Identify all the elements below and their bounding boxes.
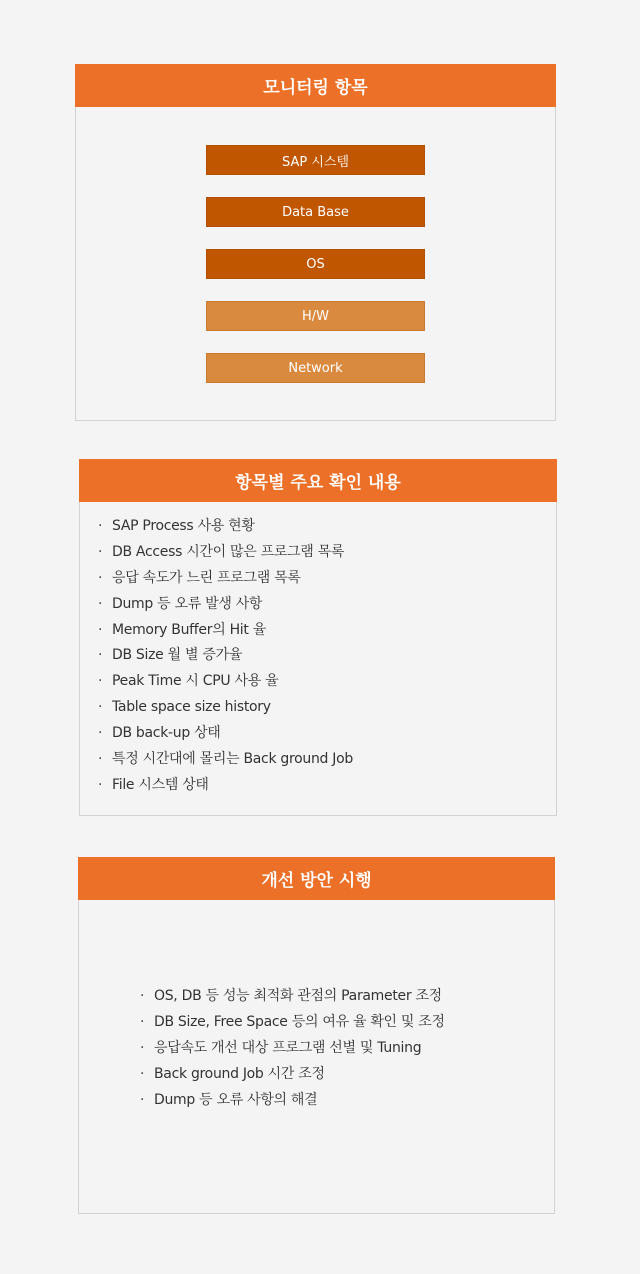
list-item: · Dump 등 오류 발생 사항 xyxy=(98,592,353,618)
list-item: · 응답속도 개선 대상 프로그램 선별 및 Tuning xyxy=(140,1036,445,1062)
bullet-icon: · xyxy=(98,776,103,793)
list-item: · DB back-up 상태 xyxy=(98,721,353,747)
monitoring-items xyxy=(206,145,425,405)
list-item: · Memory Buffer의 Hit 율 xyxy=(98,618,353,644)
monitoring-title: 모니터링 항목 xyxy=(75,64,556,107)
bullet-icon: · xyxy=(140,1013,145,1030)
bullet-icon: · xyxy=(98,621,103,638)
list-item: · Peak Time 시 CPU 사용 율 xyxy=(98,669,353,695)
bullet-icon: · xyxy=(98,673,103,690)
bullet-icon: · xyxy=(140,1039,145,1056)
bullet-icon: · xyxy=(98,543,103,560)
monitoring-item-database: Data Base xyxy=(206,197,425,227)
list-item: · 응답 속도가 느린 프로그램 목록 xyxy=(98,566,353,592)
list-item: · File 시스템 상태 xyxy=(98,773,353,799)
check-list xyxy=(98,514,353,799)
improve-panel xyxy=(78,857,555,1214)
bullet-icon: · xyxy=(98,725,103,742)
list-item: · SAP Process 사용 현황 xyxy=(98,514,353,540)
bullet-icon: · xyxy=(140,1091,145,1108)
list-item: · DB Size 월 별 증가율 xyxy=(98,643,353,669)
bullet-icon: · xyxy=(98,518,103,534)
improve-title: 개선 방안 시행 xyxy=(78,857,555,900)
monitoring-item-os: OS xyxy=(206,249,425,279)
improve-list xyxy=(140,984,445,1113)
bullet-icon: · xyxy=(98,647,103,664)
monitoring-item-network: Network xyxy=(206,353,425,383)
bullet-icon: · xyxy=(98,569,103,586)
bullet-icon: · xyxy=(98,751,103,768)
list-item: · 특정 시간대에 몰리는 Back ground Job xyxy=(98,747,353,773)
list-item: · DB Size, Free Space 등의 여유 율 확인 및 조정 xyxy=(140,1010,445,1036)
list-item: · OS, DB 등 성능 최적화 관점의 Parameter 조정 xyxy=(140,984,445,1010)
list-item: · Table space size history xyxy=(98,695,353,721)
check-title: 항목별 주요 확인 내용 xyxy=(79,459,557,502)
list-item: · Dump 등 오류 사항의 해결 xyxy=(140,1088,445,1114)
list-item: · DB Access 시간이 많은 프로그램 목록 xyxy=(98,540,353,566)
list-item: · Back ground Job 시간 조정 xyxy=(140,1062,445,1088)
bullet-icon: · xyxy=(98,595,103,612)
bullet-icon: · xyxy=(140,988,145,1004)
check-panel xyxy=(79,459,557,816)
monitoring-panel xyxy=(75,64,556,421)
bullet-icon: · xyxy=(98,699,103,716)
monitoring-item-sap: SAP 시스템 xyxy=(206,145,425,175)
bullet-icon: · xyxy=(140,1065,145,1082)
monitoring-item-hw: H/W xyxy=(206,301,425,331)
